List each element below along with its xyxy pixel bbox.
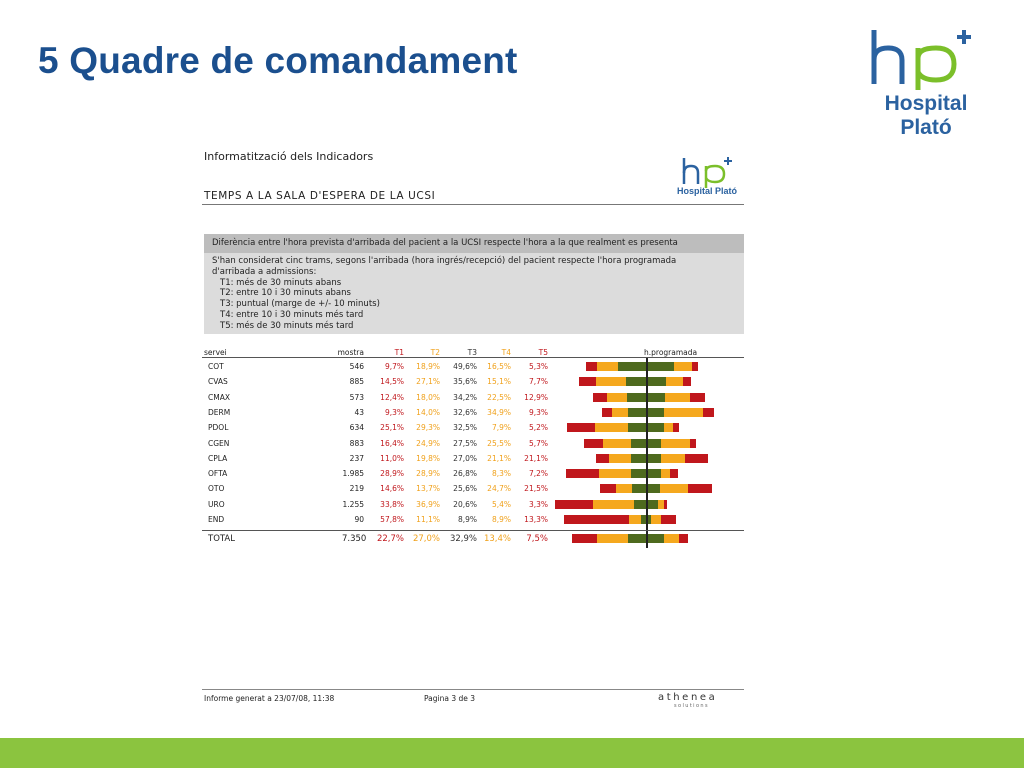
cell-t1: 11,0%: [380, 453, 404, 463]
slide-title: 5 Quadre de comandament: [38, 40, 518, 81]
bar-t1: [567, 423, 595, 432]
cell-t5: 7,5%: [526, 534, 548, 544]
cell-t3: 35,6%: [453, 377, 477, 387]
cell-servei: CVAS: [208, 377, 228, 387]
cell-t2: 18,0%: [416, 392, 440, 402]
description-title: Diferència entre l'hora prevista d'arribada del pacient a la UCSI respecte l'hora a la que realment es presenta: [204, 234, 744, 253]
desc-line: T3: puntual (marge de +/- 10 minuts): [220, 299, 380, 310]
cell-t5: 5,7%: [528, 438, 548, 448]
bar-t5: [690, 439, 696, 448]
cell-t5: 12,9%: [524, 392, 548, 402]
logo-text: Hospital Plató: [884, 92, 968, 139]
col-t2: T2: [430, 348, 440, 357]
cell-t4: 25,5%: [487, 438, 511, 448]
col-t1: T1: [394, 348, 404, 357]
cell-mostra: 546: [349, 362, 364, 371]
cell-t1: 25,1%: [380, 423, 404, 433]
row-bar-chart: [202, 406, 744, 420]
cell-servei: COT: [208, 362, 224, 371]
hp-logo-icon: [856, 22, 996, 92]
cell-t1: 9,3%: [384, 407, 404, 417]
cell-t1: 57,8%: [380, 515, 404, 524]
cell-servei: CMAX: [208, 392, 230, 402]
cell-t5: 13,3%: [524, 515, 548, 524]
bar-t5: [703, 408, 713, 417]
bar-t2: [603, 439, 631, 448]
row-bar-chart: [202, 498, 744, 512]
cell-t4: 8,9%: [491, 515, 511, 524]
bar-t4: [664, 423, 673, 432]
cell-t4: 16,5%: [487, 362, 511, 371]
cell-servei: END: [208, 515, 225, 524]
bar-t4: [674, 362, 692, 371]
cell-mostra: 7.350: [342, 534, 367, 544]
bar-t1: [572, 534, 597, 543]
desc-line: T4: entre 10 i 30 minuts més tard: [220, 309, 364, 320]
cell-t2: 19,8%: [416, 453, 440, 463]
cell-t5: 5,3%: [528, 362, 548, 371]
bar-t2: [597, 362, 618, 371]
bar-t4: [665, 393, 690, 402]
cell-servei: CGEN: [208, 438, 230, 448]
cell-servei: CPLA: [208, 453, 228, 463]
athenea-logo: [658, 692, 718, 709]
bar-t1: [584, 439, 602, 448]
cell-mostra: 219: [349, 484, 364, 494]
cell-servei: DERM: [208, 407, 231, 417]
total-rule: [202, 530, 744, 531]
cell-mostra: 883: [349, 438, 364, 448]
cell-t2: 28,9%: [416, 469, 440, 479]
athenea-logo-sub: solutions: [674, 703, 710, 709]
cell-t4: 5,4%: [491, 499, 511, 509]
row-bar-chart: [202, 421, 744, 435]
row-bar-chart: [202, 391, 744, 405]
cell-t4: 15,1%: [487, 377, 511, 387]
cell-mostra: 1.255: [342, 499, 364, 509]
cell-t1: 12,4%: [380, 392, 404, 402]
cell-t4: 13,4%: [483, 534, 511, 544]
bar-t5: [683, 377, 692, 386]
col-t3: T3: [467, 348, 477, 357]
table-row: [202, 513, 744, 527]
cell-t1: 16,4%: [380, 438, 404, 448]
bar-t5: [692, 362, 698, 371]
bar-t4: [660, 484, 688, 493]
table-row: [202, 421, 744, 435]
cell-mostra: 1.985: [342, 469, 364, 479]
desc-line: T2: entre 10 i 30 minuts abans: [220, 288, 351, 299]
cell-t4: 8,3%: [491, 469, 511, 479]
athenea-logo-text: athenea: [658, 692, 718, 703]
footer-page: Pagina 3 de 3: [424, 694, 476, 703]
doc-header: Informatització dels Indicadors: [204, 150, 374, 163]
bar-t1: [566, 469, 598, 478]
cell-t3: 32,5%: [453, 423, 477, 433]
row-bar-chart: [202, 532, 744, 546]
row-bar-chart: [202, 360, 744, 374]
desc-line: d'arribada a admissions:: [212, 266, 317, 277]
hospital-plato-logo: [856, 22, 996, 139]
col-t5: T5: [538, 348, 548, 357]
bar-t5: [679, 534, 687, 543]
bar-t2: [616, 484, 631, 493]
cell-t5: 3,3%: [528, 499, 548, 509]
bar-t1: [555, 500, 593, 509]
cell-mostra: 573: [349, 392, 364, 402]
cell-t3: 32,6%: [453, 407, 477, 417]
cell-t3: 27,0%: [453, 453, 477, 463]
bar-t5: [661, 515, 676, 524]
description-box: [204, 234, 744, 334]
footer-generated: Informe generat a 23/07/08, 11:38: [204, 694, 335, 703]
cell-servei: OFTA: [208, 469, 228, 479]
cell-t1: 28,9%: [380, 469, 404, 479]
table-row: [202, 406, 744, 420]
bar-t1: [602, 408, 612, 417]
cell-t3: 32,9%: [449, 534, 477, 544]
bar-t2: [596, 377, 626, 386]
bar-t5: [688, 484, 712, 493]
table-row: [202, 467, 744, 481]
cell-t2: 13,7%: [416, 484, 440, 494]
row-bar-chart: [202, 513, 744, 527]
bottom-accent-bar: [0, 738, 1024, 768]
col-hprog: h.programada: [644, 348, 698, 357]
cell-t5: 21,1%: [524, 453, 548, 463]
row-bar-chart: [202, 437, 744, 451]
cell-t4: 34,9%: [487, 407, 511, 417]
bar-t1: [593, 393, 607, 402]
cell-t2: 27,0%: [412, 534, 440, 544]
cell-t3: 26,8%: [453, 469, 477, 479]
cell-t3: 20,6%: [453, 499, 477, 509]
cell-t1: 14,6%: [380, 484, 404, 494]
cell-t3: 25,6%: [453, 484, 477, 494]
row-bar-chart: [202, 482, 744, 496]
cell-mostra: 634: [349, 423, 364, 433]
bar-t1: [596, 454, 608, 463]
bar-t4: [664, 534, 679, 543]
hp-small-logo-icon: [670, 154, 744, 188]
scheduled-time-line: [646, 358, 648, 548]
bar-t2: [595, 423, 628, 432]
bar-t4: [661, 454, 685, 463]
table-row: [202, 375, 744, 389]
col-mostra: mostra: [337, 348, 364, 357]
desc-line: T1: més de 30 minuts abans: [220, 277, 342, 288]
cell-mostra: 885: [349, 377, 364, 387]
bar-t1: [564, 515, 629, 524]
cell-t5: 7,7%: [528, 377, 548, 387]
row-bar-chart: [202, 467, 744, 481]
bar-t2: [612, 408, 628, 417]
document-page: [202, 148, 744, 718]
bar-t2: [629, 515, 641, 524]
row-bar-chart: [202, 375, 744, 389]
cell-t3: 34,2%: [453, 392, 477, 402]
description-text: [212, 256, 676, 332]
cell-t3: 27,5%: [453, 438, 477, 448]
footer-rule: [202, 689, 744, 690]
total-row: [202, 532, 744, 546]
cell-t2: 18,9%: [416, 362, 440, 371]
cell-t5: 21,5%: [524, 484, 548, 494]
bar-t4: [651, 515, 661, 524]
bar-t4: [664, 408, 703, 417]
cell-t2: 11,1%: [416, 515, 440, 524]
cell-t5: 9,3%: [528, 407, 548, 417]
table-row: [202, 452, 744, 466]
desc-line: T5: més de 30 minuts més tard: [220, 320, 354, 331]
cell-servei: TOTAL: [208, 534, 235, 544]
bar-t1: [600, 484, 616, 493]
bar-t1: [586, 362, 597, 371]
cell-t4: 24,7%: [487, 484, 511, 494]
table-rule: [202, 357, 744, 358]
cell-t2: 27,1%: [416, 377, 440, 387]
table-row: [202, 482, 744, 496]
cell-t4: 22,5%: [487, 392, 511, 402]
table-row: [202, 437, 744, 451]
col-servei: servei: [204, 348, 227, 357]
cell-t3: 8,9%: [457, 515, 477, 524]
cell-servei: URO: [208, 499, 225, 509]
bar-t5: [664, 500, 668, 509]
bar-t2: [599, 469, 631, 478]
bar-t2: [593, 500, 634, 509]
bar-t4: [661, 469, 670, 478]
cell-t2: 36,9%: [416, 499, 440, 509]
bar-t2: [609, 454, 631, 463]
cell-t2: 24,9%: [416, 438, 440, 448]
cell-t2: 29,3%: [416, 423, 440, 433]
cell-t1: 9,7%: [384, 362, 404, 371]
bar-t5: [685, 454, 709, 463]
doc-subtitle: TEMPS A LA SALA D'ESPERA DE LA UCSI: [204, 190, 436, 202]
doc-logo-text: Hospital Plató: [676, 186, 737, 196]
cell-t5: 5,2%: [528, 423, 548, 433]
table-row: [202, 391, 744, 405]
cell-t1: 22,7%: [376, 534, 404, 544]
bar-t1: [579, 377, 595, 386]
cell-servei: PDOL: [208, 423, 229, 433]
divider: [202, 204, 744, 205]
cell-t2: 14,0%: [416, 407, 440, 417]
bar-t5: [690, 393, 704, 402]
bar-t5: [673, 423, 679, 432]
cell-t4: 21,1%: [487, 453, 511, 463]
cell-t1: 14,5%: [380, 377, 404, 387]
cell-mostra: 90: [354, 515, 364, 524]
bar-t2: [607, 393, 627, 402]
cell-mostra: 43: [354, 407, 364, 417]
bar-t5: [670, 469, 678, 478]
bar-t4: [661, 439, 690, 448]
bar-t4: [666, 377, 683, 386]
table-row: [202, 498, 744, 512]
cell-mostra: 237: [349, 453, 364, 463]
cell-servei: OTO: [208, 484, 225, 494]
col-t4: T4: [501, 348, 511, 357]
desc-line: S'han considerat cinc trams, segons l'arribada (hora ingrés/recepció) del pacient respecte l'hora programada: [212, 256, 677, 266]
bar-t2: [597, 534, 627, 543]
cell-t5: 7,2%: [528, 469, 548, 479]
doc-logo: [670, 154, 744, 202]
row-bar-chart: [202, 452, 744, 466]
cell-t1: 33,8%: [380, 499, 404, 509]
cell-t3: 49,6%: [453, 362, 477, 371]
table-row: [202, 360, 744, 374]
cell-t4: 7,9%: [491, 423, 511, 433]
